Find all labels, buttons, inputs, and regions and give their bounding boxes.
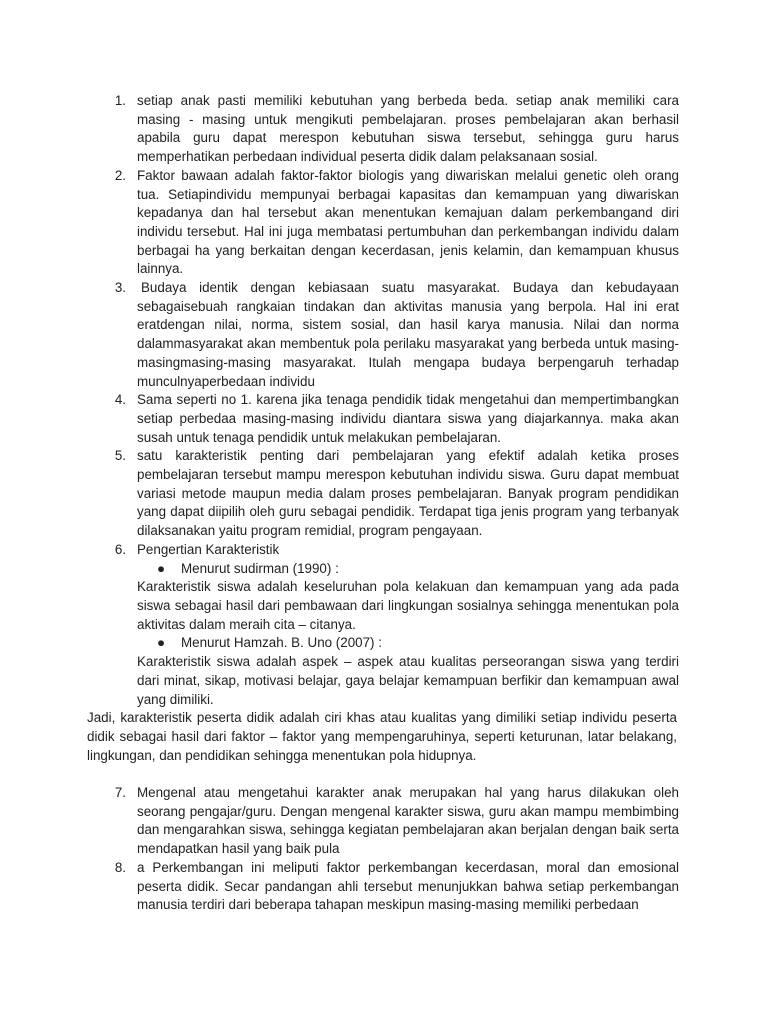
item-text: Pengertian Karakteristik <box>137 541 280 557</box>
definition-text: Karakteristik siswa adalah keseluruhan pola kelakuan dan kemampuan yang ada pada siswa sebagai hasil dari pembawaan dari lingkungan sosialnya sehingga menentukan pola aktivitas dalam meraih cita – citanya. <box>137 579 679 632</box>
summary-paragraph: Jadi, karakteristik peserta didik adalah ciri khas atau kualitas yang dimiliki setiap individu peserta didik sebagai hasil dari faktor – faktor yang mempengaruhinya, seperti keturunan, latar belakang, lingkungan, dan pendidikan sehingga menentukan pola hidupnya. <box>87 710 677 763</box>
document-content <box>89 92 679 915</box>
item-number: 5. <box>114 448 126 464</box>
definition-heading <box>89 634 679 653</box>
bullet-icon: ● <box>157 635 166 651</box>
item-text: Budaya identik dengan kebiasaan suatu masyarakat. Budaya dan kebudayaan sebagaisebuah rangkaian tindakan dan aktivitas manusia yang berpola. Hal ini erat eratdengan nilai, norma, sistem sosial, dan hasil karya manusia. Nilai dan norma dalammasyarakat akan membentuk pola perilaku masyarakat yang berbeda untuk masing-masingmasing-masing masyarakat. Itulah mengapa budaya berpengaruh terhadap munculnyaperbedaan individu <box>137 280 679 389</box>
definition-sudirman <box>89 560 679 635</box>
item-number: 7. <box>114 785 126 800</box>
definition-hamzah <box>89 634 679 709</box>
item-text: Mengenal atau mengetahui karakter anak merupakan hal yang harus dilakukan oleh seorang pengajar/guru. Dengan mengenal karakter siswa, guru akan mampu membimbing dan mengarahkan siswa, sehingga kegiatan pembelajaran akan berjalan dengan baik serta mendapatkan hasil yang baik pula <box>137 785 679 857</box>
item-text: Faktor bawaan adalah faktor-faktor biologis yang diwariskan melalui genetic oleh orang tua. Setiapindividu mempunyai berbagai kapasitas dan kemampuan yang diwariskan kepadanya dan hal tersebut akan menentukan kemajuan dalam perkembangand diri individu tersebut. Hal ini juga membatasi pertumbuhan dan perkembangan individu dalam berbagai ha yang berkaitan dengan kecerdasan, jenis kelamin, dan kemampuan khusus lainnya. <box>137 167 679 277</box>
item-number: 6. <box>114 541 126 557</box>
item-number: 8. <box>114 859 126 875</box>
item-text: Sama seperti no 1. karena jika tenaga pendidik tidak mengetahui dan mempertimbangkan setiap perbedaa masing-masing individu diantara siswa yang diajarkannya. maka akan susah untuk tenaga pendidik untuk melakukan pembelajaran. <box>137 392 679 445</box>
numbered-list-a <box>89 92 679 560</box>
item-text: setiap anak pasti memiliki kebutuhan yang berbeda beda. setiap anak memiliki cara masing - masing untuk mengikuti pembelajaran. proses pembelajaran akan berhasil apabila guru dapat merespon kebutuhan siswa tersebut, sehingga guru harus memperhatikan perbedaan individual peserta didik dalam pelaksanaan sosial. <box>137 93 679 165</box>
list-item-2 <box>89 167 679 279</box>
item-text: satu karakteristik penting dari pembelajaran yang efektif adalah ketika proses pembelajaran tersebut mampu merespon kebutuhan individu siswa. Guru dapat membuat variasi metode maupun media dalam proses pembelajaran. Banyak program pendidikan yang dapat diipilih oleh guru sebagai pendidik. Terdapat tiga jenis program yang terbanyak dilaksanakan yaitu program remidial, program pengayaan. <box>137 448 679 539</box>
list-item-3 <box>89 279 679 391</box>
definition-source: Menurut Hamzah. B. Uno (2007) : <box>181 635 382 651</box>
definition-text: Karakteristik siswa adalah aspek – aspek atau kualitas perseorangan siswa yang terdiri dari minat, sikap, motivasi belajar, gaya belajar kemampuan berfikir dan kemampuan awal yang dimiliki. <box>137 654 679 707</box>
item-text: a Perkembangan ini meliputi faktor perkembangan kecerdasan, moral dan emosional peserta didik. Secar pandangan ahli tersebut menunjukkan bahwa setiap perkembangan manusia terdiri dari beberapa tahapan meskipun masing-masing memiliki perbedaan <box>137 859 679 913</box>
list-item-1 <box>89 92 679 167</box>
item-number: 2. <box>114 167 126 183</box>
definition-source: Menurut sudirman (1990) : <box>181 560 339 576</box>
bullet-icon: ● <box>157 560 166 576</box>
list-item-4 <box>89 391 679 447</box>
list-item-5 <box>89 447 679 541</box>
list-item-7 <box>89 784 679 859</box>
item-number: 4. <box>114 392 126 408</box>
item-number: 1. <box>114 93 126 108</box>
numbered-list-b <box>89 784 679 915</box>
list-item-6 <box>89 541 679 560</box>
list-item-8 <box>89 859 679 915</box>
item-number: 3. <box>114 280 126 296</box>
definition-heading <box>89 560 679 579</box>
